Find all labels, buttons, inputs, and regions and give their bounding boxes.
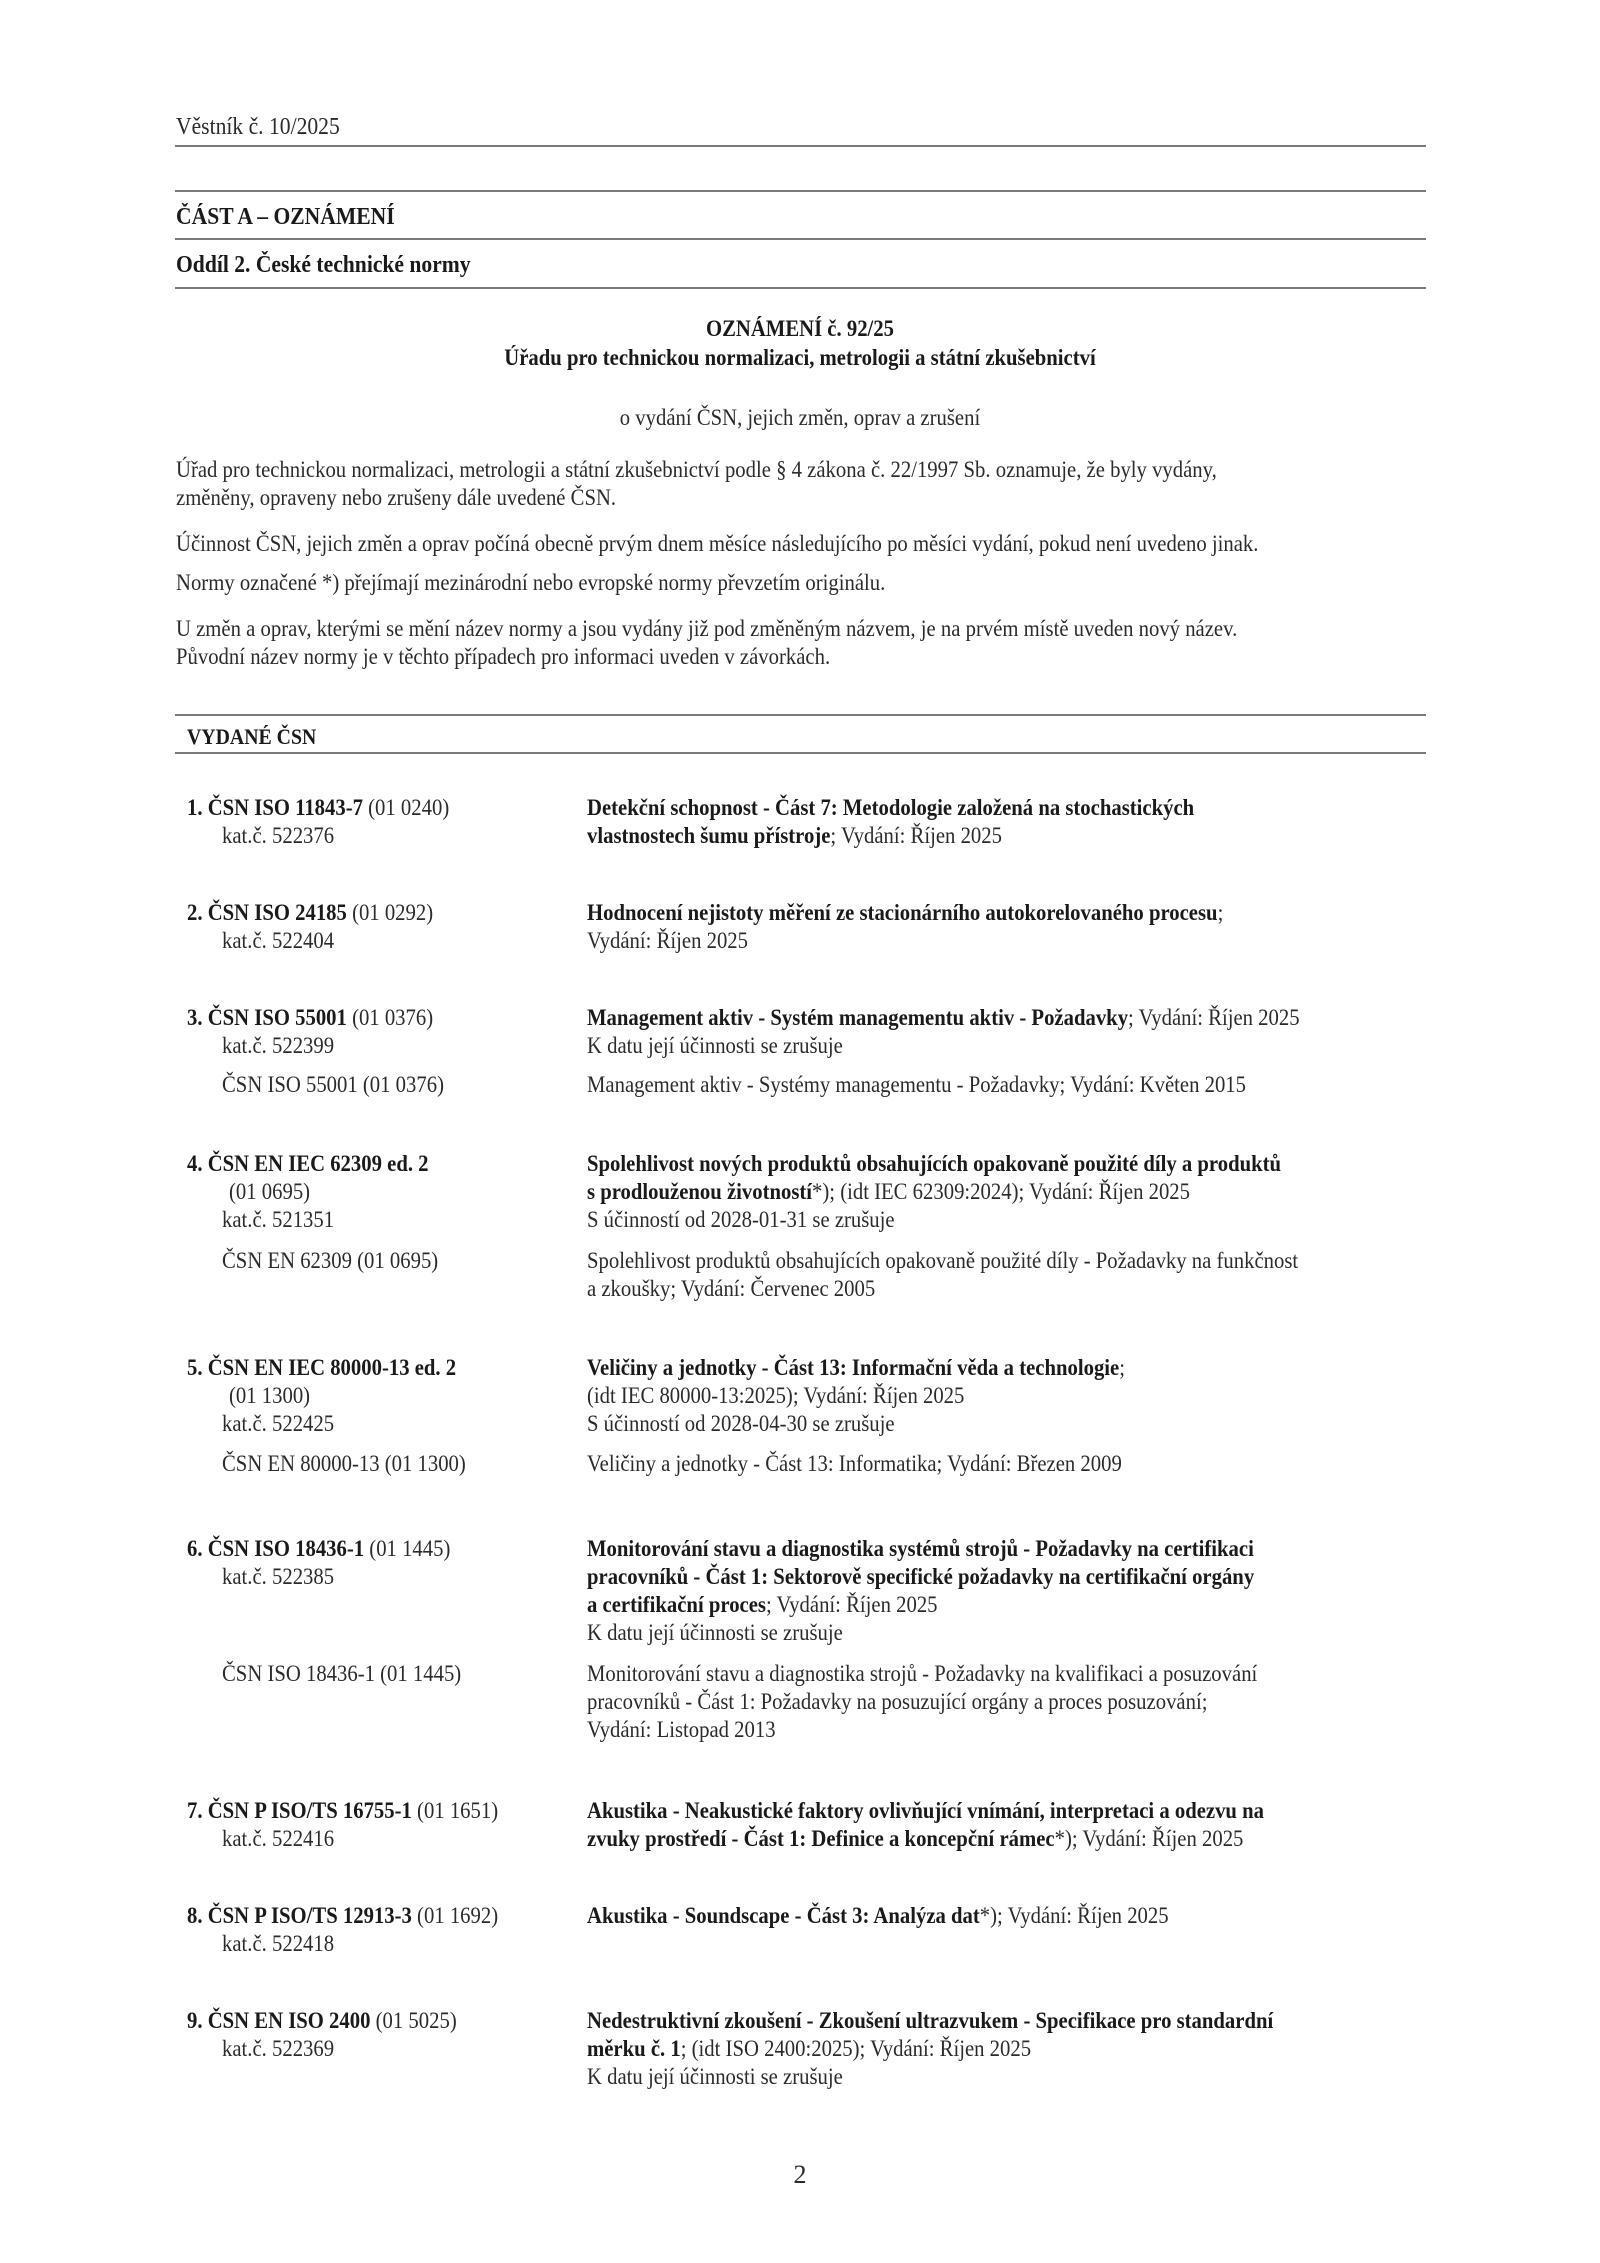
norm-title-line xyxy=(587,1535,1254,1563)
norm-issue-info: S účinností od 2028-04-30 se zrušuje xyxy=(587,1411,895,1436)
classification-number: (01 0292) xyxy=(346,900,434,925)
norm-title: Hodnocení nejistoty měření ze stacionárního autokorelovaného procesu xyxy=(587,900,1218,925)
norm-title: Spolehlivost nových produktů obsahujících opakovaně použité díly a produktů xyxy=(587,1151,1282,1176)
classification-number: (01 0695) xyxy=(229,1179,311,1204)
paragraph-line: Původní název normy je v těchto případech pro informaci uveden v závorkách. xyxy=(176,644,831,669)
norm-title: Veličiny a jednotky - Část 13: Informační věda a technologie xyxy=(587,1355,1120,1380)
norm-issue-info: K datu její účinnosti se zrušuje xyxy=(587,2064,843,2089)
norm-designation xyxy=(187,2007,457,2035)
norm-title: Akustika - Neakustické faktory ovlivňující vnímání, interpretaci a odezvu na xyxy=(587,1798,1264,1823)
paragraph-line: U změn a oprav, kterými se mění název normy a jsou vydány již pod změněným názvem, je na prvém místě uveden nový název. xyxy=(176,616,1238,641)
norm-title-line xyxy=(587,1206,895,1234)
divider xyxy=(175,714,1426,716)
norm-issue-info: K datu její účinnosti se zrušuje xyxy=(587,1033,843,1058)
norm-code: 7. ČSN P ISO/TS 16755-1 xyxy=(187,1798,412,1823)
norm-title-line xyxy=(587,1410,895,1438)
norm-title-line xyxy=(587,2063,843,2091)
norm-title: pracovníků - Část 1: Sektorově specifické požadavky na certifikační orgány xyxy=(587,1564,1255,1589)
norm-title: Nedestruktivní zkoušení - Zkoušení ultrazvukem - Specifikace pro standardní xyxy=(587,2008,1274,2033)
norm-title-line xyxy=(587,1150,1281,1178)
norm-title-line xyxy=(587,1619,843,1647)
norm-issue-info: *); Vydání: Říjen 2025 xyxy=(979,1903,1169,1928)
norm-title-line xyxy=(587,2035,1031,2063)
notice-subject: o vydání ČSN, jejich změn, oprav a zrušení xyxy=(619,405,981,430)
norm-title: Detekční schopnost - Část 7: Metodologie založená na stochastických xyxy=(587,795,1195,820)
norm-issue-info: ; Vydání: Říjen 2025 xyxy=(830,823,1002,848)
replaced-norm-title-line: Spolehlivost produktů obsahujících opakovaně použité díly - Požadavky na funkčnost xyxy=(587,1248,1299,1273)
norm-designation xyxy=(187,1902,498,1930)
norm-issue-info: (idt IEC 80000-13:2025); Vydání: Říjen 2025 xyxy=(587,1383,965,1408)
notice-title: OZNÁMENÍ č. 92/25 xyxy=(705,316,895,341)
page-number: 2 xyxy=(793,2160,807,2189)
paragraph-line: Úřad pro technickou normalizaci, metrologii a státní zkušebnictví podle § 4 zákona č. 22/1997 Sb. oznamuje, že byly vydány, xyxy=(176,457,1217,482)
catalog-number: kat.č. 522399 xyxy=(222,1033,335,1058)
replaced-norm-title-line: pracovníků - Část 1: Požadavky na posuzující orgány a proces posuzování; xyxy=(587,1689,1208,1714)
replaced-norm-title-line: Monitorování stavu a diagnostika strojů - Požadavky na kvalifikaci a posuzování xyxy=(587,1661,1258,1686)
norm-issue-info: S účinností od 2028-01-31 se zrušuje xyxy=(587,1207,895,1232)
norm-designation xyxy=(187,899,433,927)
notice-issuer: Úřadu pro technickou normalizaci, metrologii a státní zkušebnictví xyxy=(504,345,1096,370)
norm-code: 6. ČSN ISO 18436-1 xyxy=(187,1536,365,1561)
replaced-norm-designation: ČSN EN 80000-13 (01 1300) xyxy=(222,1451,466,1476)
norm-title-line xyxy=(587,1178,1190,1206)
catalog-number: kat.č. 522376 xyxy=(222,823,335,848)
norm-issue-info: ; (idt ISO 2400:2025); Vydání: Říjen 2025 xyxy=(680,2036,1032,2061)
classification-number: (01 0240) xyxy=(362,795,450,820)
norm-code: 5. ČSN EN IEC 80000-13 ed. 2 xyxy=(187,1355,457,1380)
catalog-number: kat.č. 522385 xyxy=(222,1564,335,1589)
divider xyxy=(175,238,1426,240)
classification-number: (01 0376) xyxy=(346,1005,434,1030)
classification-number: (01 1445) xyxy=(364,1536,451,1561)
norm-title-line xyxy=(587,899,1223,927)
norm-issue-info: K datu její účinnosti se zrušuje xyxy=(587,1620,843,1645)
asterisk-note-paragraph: Normy označené *) přejímají mezinárodní nebo evropské normy převzetím originálu. xyxy=(176,570,886,595)
norm-title-line xyxy=(587,1354,1125,1382)
norm-title-line xyxy=(587,1563,1254,1591)
part-heading: ČÁST A – OZNÁMENÍ xyxy=(176,204,395,230)
norm-issue-info: ; Vydání: Říjen 2025 xyxy=(765,1592,938,1617)
norm-issue-info: *); Vydání: Říjen 2025 xyxy=(1054,1826,1244,1851)
norm-code: 4. ČSN EN IEC 62309 ed. 2 xyxy=(187,1151,429,1176)
classification-number: (01 1300) xyxy=(229,1383,311,1408)
norm-issue-info: ; xyxy=(1217,900,1224,925)
divider xyxy=(175,190,1426,192)
norm-title-line xyxy=(587,1902,1169,1930)
norm-title: Monitorování stavu a diagnostika systémů strojů - Požadavky na certifikaci xyxy=(587,1536,1254,1561)
norm-code: 2. ČSN ISO 24185 xyxy=(187,900,347,925)
norm-designation xyxy=(187,1354,456,1382)
norm-designation xyxy=(187,1004,433,1032)
norm-code: 8. ČSN P ISO/TS 12913-3 xyxy=(187,1903,412,1928)
norm-designation xyxy=(187,1797,498,1825)
norm-title-line xyxy=(587,1825,1243,1853)
norm-title-line xyxy=(587,1797,1264,1825)
replaced-norm-designation: ČSN ISO 55001 (01 0376) xyxy=(222,1072,444,1097)
norm-issue-info: ; xyxy=(1119,1355,1125,1380)
norm-designation xyxy=(187,1535,450,1563)
classification-number: (01 1692) xyxy=(411,1903,499,1928)
norm-title-line xyxy=(587,1591,938,1619)
norm-designation xyxy=(187,794,449,822)
catalog-number: kat.č. 522418 xyxy=(222,1931,335,1956)
replaced-norm-title-line: Vydání: Listopad 2013 xyxy=(587,1717,776,1742)
norm-code: 9. ČSN EN ISO 2400 xyxy=(187,2008,371,2033)
catalog-number: kat.č. 522404 xyxy=(222,928,335,953)
norm-issue-info: *); (idt IEC 62309:2024); Vydání: Říjen 2025 xyxy=(812,1179,1191,1204)
catalog-number: kat.č. 522369 xyxy=(222,2036,335,2061)
norm-title-line xyxy=(587,2007,1273,2035)
section-heading: Oddíl 2. České technické normy xyxy=(176,252,471,278)
replaced-norm-title-line: a zkoušky; Vydání: Červenec 2005 xyxy=(587,1276,876,1301)
divider xyxy=(175,287,1426,289)
catalog-number: kat.č. 522416 xyxy=(222,1826,335,1851)
norm-title-line xyxy=(587,794,1194,822)
norm-title-line xyxy=(587,1032,843,1060)
norm-title: zvuky prostředí - Část 1: Definice a koncepční rámec xyxy=(587,1826,1055,1851)
replaced-norm-designation: ČSN ISO 18436-1 (01 1445) xyxy=(222,1661,462,1686)
divider xyxy=(175,752,1426,754)
effectiveness-paragraph: Účinnost ČSN, jejich změn a oprav počíná obecně prvým dnem měsíce následujícího po měsíci vydání, pokud není uvedeno jinak. xyxy=(176,531,1259,556)
divider xyxy=(175,145,1426,147)
paragraph-line: změněny, opraveny nebo zrušeny dále uvedené ČSN. xyxy=(176,485,617,510)
norm-title: měrku č. 1 xyxy=(587,2036,681,2061)
norm-title: Akustika - Soundscape - Část 3: Analýza dat xyxy=(587,1903,980,1928)
norm-designation xyxy=(187,1150,429,1178)
replaced-norm-title-line: Veličiny a jednotky - Část 13: Informatika; Vydání: Březen 2009 xyxy=(587,1451,1122,1476)
journal-issue: Věstník č. 10/2025 xyxy=(176,114,340,140)
norm-title: vlastnostech šumu přístroje xyxy=(587,823,831,848)
classification-number: (01 1651) xyxy=(411,1798,499,1823)
replaced-norm-title-line: Management aktiv - Systémy managementu - Požadavky; Vydání: Květen 2015 xyxy=(587,1072,1246,1097)
norm-code: 3. ČSN ISO 55001 xyxy=(187,1005,347,1030)
norm-title: a certifikační proces xyxy=(587,1592,766,1617)
norm-title-line xyxy=(587,1004,1300,1032)
norm-code: 1. ČSN ISO 11843-7 xyxy=(187,795,363,820)
catalog-number: kat.č. 522425 xyxy=(222,1411,335,1436)
norm-title: Management aktiv - Systém managementu aktiv - Požadavky xyxy=(587,1005,1129,1030)
replaced-norm-designation: ČSN EN 62309 (01 0695) xyxy=(222,1248,439,1273)
classification-number: (01 5025) xyxy=(370,2008,457,2033)
norm-title-line xyxy=(587,1382,964,1410)
norm-title: s prodlouženou životností xyxy=(587,1179,813,1204)
catalog-number: kat.č. 521351 xyxy=(222,1207,335,1232)
norm-title-line xyxy=(587,927,748,955)
norm-title-line xyxy=(587,822,1002,850)
norm-issue-info: ; Vydání: Říjen 2025 xyxy=(1128,1005,1300,1030)
norm-issue-info: Vydání: Říjen 2025 xyxy=(587,928,749,953)
issued-norms-heading: VYDANÉ ČSN xyxy=(187,724,317,749)
